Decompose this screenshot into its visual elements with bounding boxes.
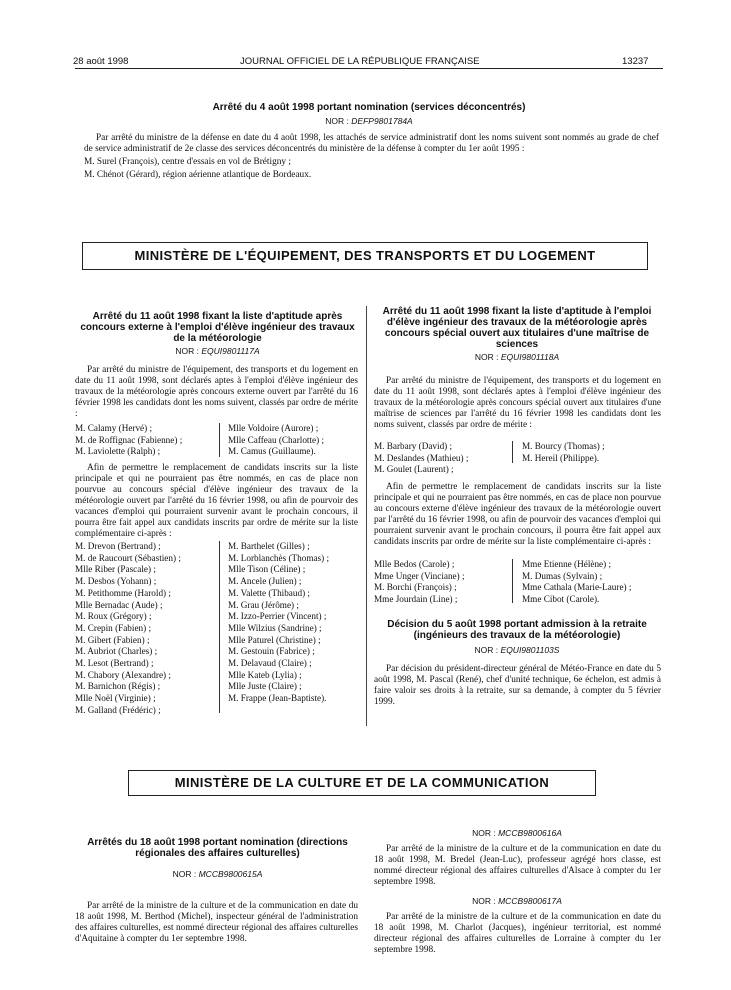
- paragraph: Par arrêté du ministre de l'équipement, des transports et du logement en date du 11 août 1998, sont déclarés aptes à l'emploi d'élève ingénieur des travaux de la météorologie après concours externe ouvert par l'arrêté du 16 février 1998 les candidats dont les noms suivent, classés par ordre de mérite :: [75, 365, 358, 419]
- paragraph: M. Surel (François), centre d'essais en vol de Brétigny ;: [84, 157, 291, 167]
- nor-reference: [75, 346, 360, 356]
- list-item: Mlle Tison (Céline) ;: [228, 564, 306, 575]
- nor-label: NOR :: [472, 828, 496, 838]
- paragraph: M. Chénot (Gérard), région aérienne atlantique de Bordeaux.: [84, 170, 312, 180]
- section-title: Arrêtés du 18 août 1998 portant nomination (directions régionales des affaires culturelles): [87, 837, 348, 859]
- list-item: M. Valette (Thibaud) ;: [228, 587, 310, 598]
- list-separator: [219, 541, 220, 713]
- list-item: M. Lorblanchès (Thomas) ;: [228, 552, 330, 563]
- paragraph: Par décision du président-directeur général de Météo-France en date du 5 août 1998, M. Pascal (René), chef d'unité technique, 6e échelon, est admis à faire valoir ses droits à la retraite, sur sa demande, à compter du 5 février 1999.: [374, 664, 661, 707]
- header-rule: [75, 68, 663, 69]
- list-item: Mme Cibot (Carole).: [522, 594, 600, 605]
- list-item: M. Deslandes (Mathieu) ;: [374, 452, 469, 463]
- journal-title: JOURNAL OFFICIEL DE LA RÉPUBLIQUE FRANÇAISE: [240, 56, 480, 67]
- section-title: Décision du 5 août 1998 portant admission à la retraite (ingénieurs des travaux de la météorologie): [387, 619, 647, 641]
- list-item: M. de Raucourt (Sébastien) ;: [75, 552, 181, 563]
- list-item: M. Calamy (Hervé) ;: [75, 423, 153, 433]
- list-item: Mlle Kateb (Lylia) ;: [228, 669, 302, 680]
- list-item: M. Barbary (David) ;: [374, 441, 453, 451]
- list-item: M. Hereil (Philippe).: [522, 452, 600, 463]
- list-separator: [512, 559, 513, 603]
- list-item: Mlle Voldoire (Aurore) ;: [228, 423, 319, 433]
- paragraph: Par arrêté de la ministre de la culture et de la communication en date du 18 août 1998, M. Charlot (Jacques), ingénieur territorial, est nommé directeur régional des affaires culturelles de Lorraine à compter du 1er septembre 1998.: [374, 912, 661, 955]
- list-item: M. Desbos (Yohann) ;: [75, 576, 157, 587]
- section-title: Arrêté du 11 août 1998 fixant la liste d'aptitude à l'emploi d'élève ingénieur des travaux de la météorologie après concours spécial ouvert aux titulaires d'une maîtrise de sciences: [382, 306, 652, 350]
- list-item: M. Roux (Grégory) ;: [75, 611, 152, 622]
- list-item: M. Izzo-Perrier (Vincent) ;: [228, 611, 327, 622]
- list-item: Mme Jourdain (Line) ;: [374, 594, 458, 605]
- list-item: M. Barnichon (Régis) ;: [75, 681, 161, 692]
- list-item: Mlle Caffeau (Charlotte) ;: [228, 434, 325, 445]
- list-item: M. Gibert (Fabien) ;: [75, 634, 150, 645]
- paragraph: Par arrêté du ministre de la défense en date du 4 août 1998, les attachés de service administratif dont les noms suivent sont nommés au grade de chef de service administratif de 2e classe des services déconcentrés du ministère de la défense à compter du 1er août 1995 :: [84, 133, 659, 154]
- nor-label: NOR :: [325, 116, 349, 126]
- list-item: Mlle Wilzius (Sandrine) ;: [228, 622, 322, 633]
- nor-reference: [75, 116, 663, 126]
- list-item: M. Crepin (Fabien) ;: [75, 622, 152, 633]
- nor-code: EQUI9801118A: [500, 352, 560, 362]
- nor-code: DEFP9801784A: [351, 116, 413, 126]
- name-list: [228, 423, 324, 458]
- name-list: [228, 541, 329, 705]
- page-number: 13237: [622, 56, 649, 67]
- list-item: M. Borchi (François) ;: [374, 582, 457, 593]
- paragraph: Par arrêté de la ministre de la culture et de la communication en date du 18 août 1998, M. Berthod (Michel), inspecteur général de l'administration des affaires culturelles, est nommé directeur régional des affaires culturelles d'Aquitaine à compter du 1er septembre 1998.: [75, 901, 358, 944]
- name-list: [75, 423, 182, 458]
- list-item: M. Lesot (Bertrand) ;: [75, 658, 154, 669]
- nor-reference: [372, 828, 662, 838]
- section-body: [84, 133, 659, 181]
- list-item: M. Aubriot (Charles) ;: [75, 646, 158, 657]
- name-list: [522, 559, 631, 606]
- nor-label: NOR :: [472, 896, 496, 906]
- ministry-banner: MINISTÈRE DE LA CULTURE ET DE LA COMMUNICATION: [128, 770, 596, 796]
- name-list: [75, 541, 181, 717]
- list-item: M. Galland (Frédéric) ;: [75, 704, 161, 715]
- name-list: [374, 559, 465, 606]
- list-separator: [512, 441, 513, 463]
- list-item: M. Ancele (Julien) ;: [228, 576, 302, 587]
- list-item: Mlle Paturel (Christine) ;: [228, 634, 321, 645]
- list-item: M. Laviolette (Ralph) ;: [75, 446, 161, 457]
- list-item: M. Grau (Jérôme) ;: [228, 599, 299, 610]
- list-separator: [219, 423, 220, 457]
- nor-reference: [372, 352, 662, 362]
- list-item: M. Chabory (Alexandre) ;: [75, 669, 171, 680]
- nor-code: MCCB9800616A: [498, 828, 562, 838]
- list-item: Mme Unger (Vinciane) ;: [374, 570, 465, 581]
- list-item: Mlle Juste (Claire) ;: [228, 681, 302, 692]
- nor-reference: [75, 869, 360, 879]
- list-item: M. Gestouin (Fabrice) ;: [228, 646, 315, 657]
- paragraph: Par arrêté du ministre de l'équipement, des transports et du logement en date du 11 août 1998, sont déclarés aptes à l'emploi d'élève ingénieur des travaux de la météorologie après concours spécial ouvert aux titulaires d'une maîtrise de sciences par l'arrêté du 16 février 1998 les candidats dont les noms suivent, classés par ordre de mérite :: [374, 376, 661, 430]
- paragraph: Par arrêté de la ministre de la culture et de la communication en date du 18 août 1998, M. Bredel (Jean-Luc), professeur agrégé hors classe, est nommé directeur régional des affaires culturelles d'Alsace à compter du 1er septembre 1998.: [374, 844, 661, 887]
- nor-label: NOR :: [474, 352, 499, 362]
- list-item: Mme Cathala (Marie-Laure) ;: [522, 582, 632, 593]
- nor-code: EQUI9801117A: [201, 346, 260, 356]
- list-item: M. Goulet (Laurent) ;: [374, 464, 454, 475]
- nor-label: NOR :: [172, 869, 197, 879]
- list-item: M. Bourcy (Thomas) ;: [522, 441, 605, 451]
- paragraph: Afin de permettre le remplacement de candidats inscrits sur la liste principale et qui ne pourraient pas être nommés, en cas de place non pourvue au concours spécial d'élève ingénieur des travaux de la météorologie ouvert par l'arrêté du 16 février 1998, ou afin de pourvoir des vacances d'emploi qui pourraient survenir avant le prochain concours, il pourra être fait appel aux candidats inscrits par ordre de mérite sur la liste complémentaire ci-après :: [75, 463, 358, 539]
- nor-reference: [372, 645, 662, 655]
- list-item: Mme Etienne (Hélène) ;: [522, 559, 612, 569]
- name-list: [522, 441, 605, 464]
- list-item: Mlle Bedos (Carole) ;: [374, 559, 455, 569]
- nor-code: EQUI9801103S: [500, 645, 560, 655]
- paragraph: Afin de permettre le remplacement de candidats inscrits sur la liste principale et qui ne pourraient pas être nommés, en cas de place non pourvue au concours externe d'élève ingénieur des travaux de la météorologie ouvert par l'arrêté du 16 février 1998, ou afin de pourvoir des vacances d'emploi qui pourraient survenir avant le prochain concours, il pourra être fait appel aux candidats inscrits par ordre de mérite sur la liste complémentaire ci-après :: [374, 482, 661, 547]
- list-item: Mlle Noël (Virginie) ;: [75, 693, 156, 704]
- header-date: 28 août 1998: [73, 56, 129, 67]
- ministry-banner: MINISTÈRE DE L'ÉQUIPEMENT, DES TRANSPORTS ET DU LOGEMENT: [82, 242, 648, 270]
- section-title: Arrêté du 11 août 1998 fixant la liste d'aptitude après concours externe à l'emploi d'élève ingénieur des travaux de la météorologie: [80, 311, 355, 344]
- list-item: M. Dumas (Sylvain) ;: [522, 570, 603, 581]
- nor-label: NOR :: [474, 645, 499, 655]
- list-item: M. Petithomme (Harold) ;: [75, 587, 171, 598]
- list-item: Mlle Bernadac (Aude) ;: [75, 599, 163, 610]
- list-item: M. Camus (Guillaume).: [228, 446, 316, 457]
- list-item: M. Drevon (Bertrand) ;: [75, 541, 161, 551]
- nor-label: NOR :: [175, 346, 199, 356]
- list-item: Mlle Riber (Pascale) ;: [75, 564, 156, 575]
- column-divider: [366, 306, 367, 726]
- name-list: [374, 441, 468, 476]
- list-item: M. Barthelet (Gilles) ;: [228, 541, 310, 551]
- nor-code: MCCB9800615A: [198, 869, 263, 879]
- nor-code: MCCB9800617A: [498, 896, 562, 906]
- nor-reference: [372, 896, 662, 906]
- list-item: M. Delavaud (Claire) ;: [228, 658, 312, 669]
- section-title: Arrêté du 4 août 1998 portant nomination (services déconcentrés): [212, 102, 526, 113]
- list-item: M. de Roffignac (Fabienne) ;: [75, 434, 183, 445]
- list-item: M. Frappe (Jean-Baptiste).: [228, 693, 327, 704]
